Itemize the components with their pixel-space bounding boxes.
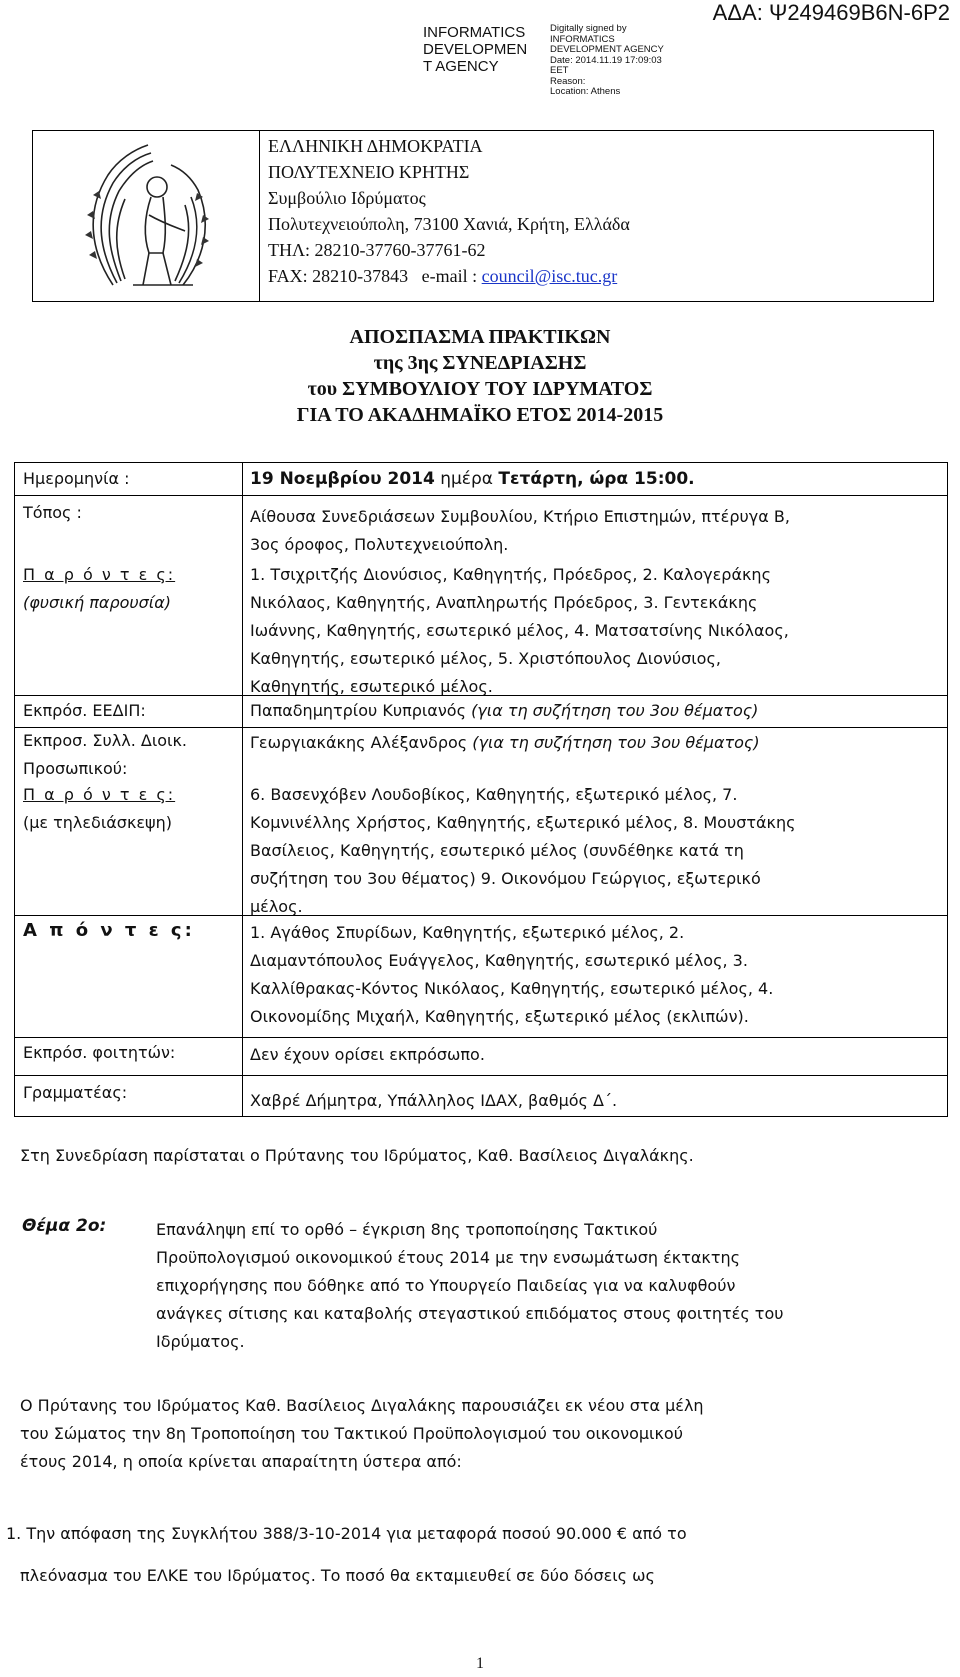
document-title: ΑΠΟΣΠΑΣΜΑ ΠΡΑΚΤΙΚΩΝ της 3ης ΣΥΝΕΔΡΙΑΣΗΣ του ΣΥΜΒΟΥΛΙΟΥ ΤΟΥ ΙΔΡΥΜΑΤΟΣ ΓΙΑ ΤΟ ΑΚΑΔΗΜΑΪΚΟ ΕΤΟΣ 2014-2015 <box>296 326 664 426</box>
council-name: Συμβούλιο Ιδρύματος <box>268 188 426 208</box>
teleconf-label: Π α ρ ό ν τ ε ς: (με τηλεδιάσκεψη) <box>23 785 176 832</box>
staff-rep-label: Εκπροσ. Συλλ. Διοικ. Προσωπικού: <box>23 731 187 778</box>
subject-text: Επανάληψη επί το ορθό – έγκριση 8ης τροποποίησης Τακτικού Προϋπολογισμού οικονομικού έτους 2014 με την ενσωμάτωση έκτακτης επιχορήγησης που δόθηκε από το Υπουργείο Παιδείας για να καλυφθούν ανάγκες σίτισης και καταβολής στεγαστικού επιδόματος στους φοιτητές του Ιδρύματος. <box>156 1220 784 1351</box>
date-label: Ημερομηνία : <box>23 469 130 488</box>
country-name: ΕΛΛΗΝΙΚΗ ΔΗΜΟΚΡΑΤΙΑ <box>268 136 483 156</box>
fax-email-line: FAX: 28210-37843 e-mail : council@isc.tuc.gr <box>268 266 618 286</box>
subject-label: Θέμα 2ο: <box>22 1216 107 1236</box>
secretary-value: Χαβρέ Δήμητρα, Υπάλληλος ΙΔΑΧ, βαθμός Δ΄. <box>250 1091 618 1110</box>
digital-signature: Digitally signed by INFORMATICS DEVELOPMENT AGENCY Date: 2014.11.19 17:09:03 EET Reason: Location: Athens <box>550 23 664 97</box>
email-link[interactable]: council@isc.tuc.gr <box>481 266 618 286</box>
absent-members: 1. Αγάθος Σπυρίδων, Καθηγητής, εξωτερικό μέλος, 2. Διαμαντόπουλος Ευάγγελος, Καθηγητής, εσωτερικό μέλος, 3. Καλλίθρακας-Κόντος Νικόλαος, Καθηγητής, εσωτερικό μέλος, 4. Οικονομίδης Μιχαήλ, Καθηγητής, εξωτερικό μέλος (εκλιπών). <box>250 923 774 1026</box>
students-label: Εκπρόσ. φοιτητών: <box>23 1043 176 1062</box>
present-members: 1. Τσιχριτζής Διονύσιος, Καθηγητής, Πρόεδρος, 2. Καλογεράκης Νικόλαος, Καθηγητής, Αναπληρωτής Πρόεδρος, 3. Γεντεκάκης Ιωάννης, Καθηγητής, εσωτερικό μέλος, 4. Ματσατσίνης Νικόλαος, Καθηγητής, εσωτερικό μέλος, 5. Χριστόπουλος Διονύσιος, Καθηγητής, εσωτερικό μέλος. <box>250 565 789 696</box>
ada-code: ΑΔΑ: Ψ249469Β6Ν-6Ρ2 <box>712 0 950 25</box>
signer-name: INFORMATICS DEVELOPMEN T AGENCY <box>423 24 528 75</box>
address: Πολυτεχνειούπολη, 73100 Χανιά, Κρήτη, Ελλάδα <box>268 214 630 234</box>
phone: ΤΗΛ: 28210-37760-37761-62 <box>268 240 486 260</box>
place-value: Αίθουσα Συνεδριάσεων Συμβουλίου, Κτήριο Επιστημών, πτέρυγα Β, 3ος όροφος, Πολυτεχνειούπολη. <box>250 507 790 554</box>
list-item-1-cont: πλεόνασμα του ΕΛΚΕ του Ιδρύματος. Το ποσό θα εκταμιευθεί σε δύο δόσεις ως <box>20 1566 655 1585</box>
place-label: Τόπος : <box>23 503 82 522</box>
list-item-1: 1. Την απόφαση της Συγκλήτου 388/3-10-2014 για μεταφορά ποσού 90.000 € από το <box>6 1524 687 1543</box>
meeting-info-table <box>14 462 948 1117</box>
university-logo-icon <box>53 135 243 297</box>
teleconf-members: 6. Βασενχόβεν Λουδοβίκος, Καθηγητής, εξωτερικό μέλος, 7. Κομνινέλλης Χρήστος, Καθηγητής, εξωτερικό μέλος, 8. Μουστάκης Βασίλειος, Καθηγητής, εσωτερικό μέλος (συνδέθηκε κατά τη συζήτηση του 3ου θέματος) 9. Οικονόμου Γεώργιος, εξωτερικό μέλος. <box>250 785 796 916</box>
students-value: Δεν έχουν ορίσει εκπρόσωπο. <box>250 1045 485 1064</box>
intro-paragraph: Ο Πρύτανης του Ιδρύματος Καθ. Βασίλειος Διγαλάκης παρουσιάζει εκ νέου στα μέλη του Σώματος την 8η Τροποποίηση του Τακτικού Προϋπολογισμού του οικονομικού έτους 2014, η οποία κρίνεται απαραίτητη ύστερα από: <box>20 1396 704 1471</box>
date-value: 19 Νοεμβρίου 2014 ημέρα Τετάρτη, ώρα 15:00. <box>250 469 695 489</box>
university-name: ΠΟΛΥΤΕΧΝΕΙΟ ΚΡΗΤΗΣ <box>268 162 470 182</box>
eedip-label: Εκπρόσ. ΕΕΔΙΠ: <box>23 701 146 720</box>
secretary-label: Γραμματέας: <box>23 1083 128 1102</box>
present-label: Π α ρ ό ν τ ε ς: (φυσική παρουσία) <box>23 565 176 612</box>
letterhead-text <box>268 133 630 289</box>
rector-present-text: Στη Συνεδρίαση παρίσταται ο Πρύτανης του Ιδρύματος, Καθ. Βασίλειος Διγαλάκης. <box>20 1146 694 1165</box>
absent-label: Α π ό ν τ ε ς: <box>23 920 195 941</box>
letterhead-box <box>32 130 934 302</box>
eedip-value: Παπαδημητρίου Κυπριανός (για τη συζήτηση του 3ου θέματος) <box>250 701 759 720</box>
page-number: 1 <box>476 1655 484 1672</box>
staff-rep-value: Γεωργιακάκης Αλέξανδρος (για τη συζήτηση του 3ου θέματος) <box>250 733 760 752</box>
